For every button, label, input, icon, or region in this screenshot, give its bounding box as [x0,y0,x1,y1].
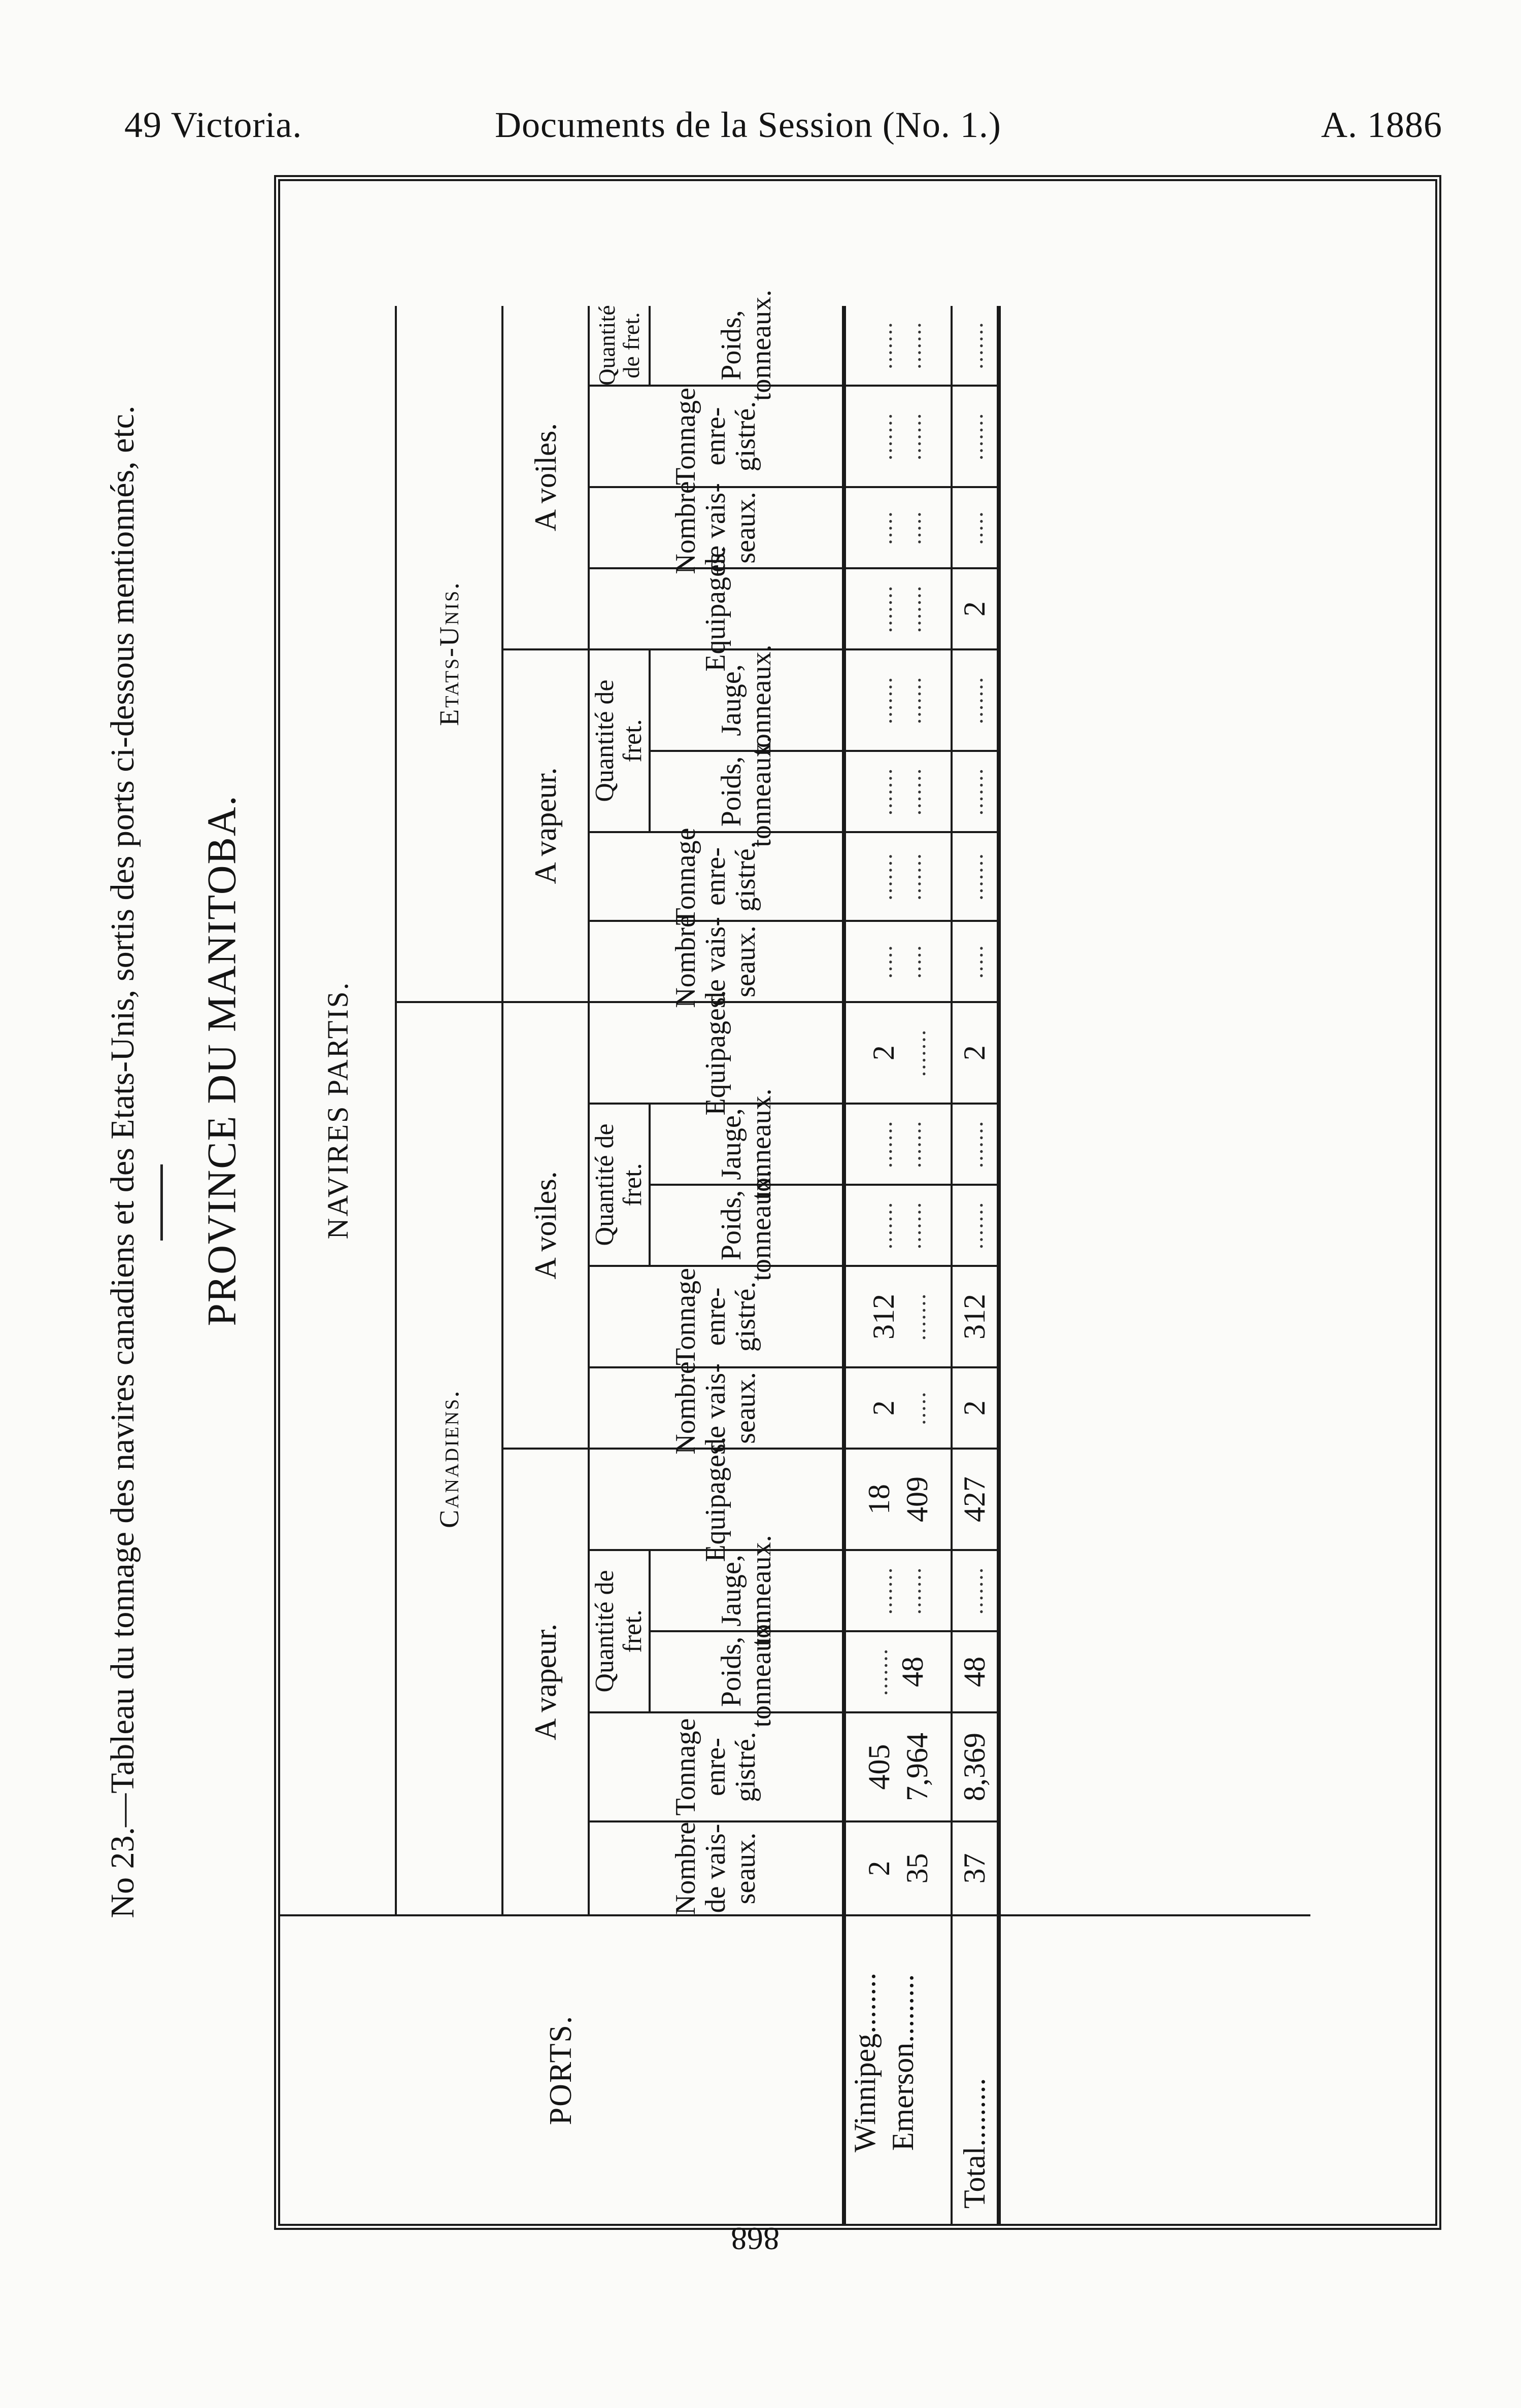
port-name: Winnipeg........ [848,1972,882,2153]
group-header-canadiens: Canadiens. [397,1001,503,1914]
port-name: Emerson......... [886,1974,920,2151]
value: 405 [862,1744,896,1790]
col-header-fret: Quantité de fret. [590,1549,651,1711]
data-cell [846,1001,953,1103]
value: ....... [900,1566,926,1615]
value: ....... [866,1647,892,1696]
value: ....... [900,1120,926,1168]
value: ..... [900,944,926,979]
value: 409 [900,1476,934,1522]
value: ....... [870,321,897,369]
total-value: ....... [953,750,1001,831]
col-header-poids: Poids, tonneaux. [651,1630,846,1711]
ports-cell [846,1914,953,2224]
col-header-equipages: Equipages. [590,1001,846,1103]
running-header-right: A. 1886 [1321,105,1442,145]
value: 48 [896,1657,930,1687]
running-header-title: Documents de la Session (No. 1.) [495,105,1001,145]
province-title: PROVINCE DU MANITOBA. [199,795,245,1326]
data-cell [846,831,953,920]
value: ....... [904,1028,930,1077]
data-cell [846,1549,953,1630]
total-value: ....... [953,648,1001,750]
data-cell [846,1265,953,1366]
data-cell [846,920,953,1001]
value: ....... [900,321,926,369]
col-header-tonnage: Tonnage enre-gistré. [590,1265,846,1366]
total-value: 2 [953,1001,1001,1103]
value: ....... [900,584,926,633]
value: ....... [870,852,897,901]
total-value: ..... [953,920,1001,1001]
value: 312 [866,1294,900,1339]
col-header-nombre: Nombre de vais-seaux. [590,1366,846,1448]
value: ....... [870,584,897,633]
data-cell [846,1820,953,1914]
value: 2 [862,1861,896,1876]
col-header-equipages: Equipages. [590,567,846,648]
value: 7,964 [900,1733,934,1801]
value: ....... [870,412,897,461]
running-header-left: 49 Victoria. [124,105,302,145]
total-value: 8,369 [953,1711,1001,1820]
value: ..... [900,510,926,545]
data-cell [846,567,953,648]
main-header: NAVIRES PARTIS. [280,306,397,1914]
value: ..... [904,1391,930,1425]
total-value: ....... [953,1103,1001,1184]
table-caption: No 23.—Tableau du tonnage des navires canadiens et des Etats-Unis, sortis des ports ci-dessous mentionnés, etc. [104,405,141,1918]
data-cell [846,1448,953,1549]
us-voiles-header: A voiles. [503,306,590,648]
value: ....... [900,412,926,461]
ports-header: PORTS. [280,1914,846,2224]
total-value: ....... [953,831,1001,920]
col-header-fret: Quantité de fret. [590,648,651,831]
data-cell [846,1711,953,1820]
col-header-fret: Quantité de fret. [590,306,651,385]
data-cell [846,385,953,486]
col-header-tonnage: Tonnage enre-gistré. [590,831,846,920]
col-header-nombre: Nombre de vais-seaux. [590,1820,846,1914]
value: 35 [900,1853,934,1884]
total-value: 48 [953,1630,1001,1711]
value: ....... [870,1566,897,1615]
col-header-tonnage: Tonnage enre-gistré. [590,385,846,486]
data-cell [846,750,953,831]
total-value: 312 [953,1265,1001,1366]
col-header-poids: Poids, tonneaux. [651,306,846,385]
page-number: 868 [731,2221,780,2257]
value: 2 [866,1400,900,1416]
value: ....... [904,1292,930,1341]
value: ....... [900,767,926,816]
data-cell [846,486,953,567]
data-cell [846,306,953,385]
total-value: 2 [953,567,1001,648]
value: ....... [870,1120,897,1168]
value: 2 [866,1045,900,1060]
col-header-poids: Poids, tonneaux. [651,1184,846,1265]
data-cell [846,1366,953,1448]
total-value: 37 [953,1820,1001,1914]
col-header-jauge: Jauge, tonneaux. [651,648,846,750]
value: 18 [862,1484,896,1515]
blank-data-area [1001,306,1310,1914]
total-value: ....... [953,306,1001,385]
col-header-nombre: Nombre de vais-seaux. [590,920,846,1001]
group-header-etats-unis: Etats-Unis. [397,306,503,1001]
col-header-nombre: Nombre de vais-seaux. [590,486,846,567]
ca-voiles-header: A voiles. [503,1001,590,1448]
value: ....... [900,676,926,725]
value: ....... [870,767,897,816]
col-header-fret: Quantité de fret. [590,1103,651,1265]
value: ....... [870,676,897,725]
total-label: Total......... [953,1914,1001,2224]
total-value: 2 [953,1366,1001,1448]
total-value: ....... [953,1184,1001,1265]
value: ....... [900,1201,926,1250]
blank-port-area [1001,1914,1310,2224]
tonnage-table [280,181,1435,2224]
total-value: 427 [953,1448,1001,1549]
data-cell [846,648,953,750]
value: ....... [900,852,926,901]
col-header-jauge: Jauge, tonneaux. [651,1549,846,1630]
total-value: ..... [953,486,1001,567]
data-cell [846,1103,953,1184]
value: ....... [870,1201,897,1250]
title-rule [160,1164,163,1241]
col-header-tonnage: Tonnage enre-gistré. [590,1711,846,1820]
us-vapeur-header: A vapeur. [503,648,590,1001]
data-cell [846,1184,953,1265]
col-header-jauge: Jauge, tonneaux. [651,1103,846,1184]
data-cell [846,1630,953,1711]
table-frame [274,175,1441,2230]
total-value: ....... [953,1549,1001,1630]
col-header-equipages: Equipages. [590,1448,846,1549]
value: ..... [870,510,897,545]
ca-vapeur-header: A vapeur. [503,1448,590,1914]
value: ..... [870,944,897,979]
total-value: ....... [953,385,1001,486]
col-header-poids: Poids, tonneaux. [651,750,846,831]
